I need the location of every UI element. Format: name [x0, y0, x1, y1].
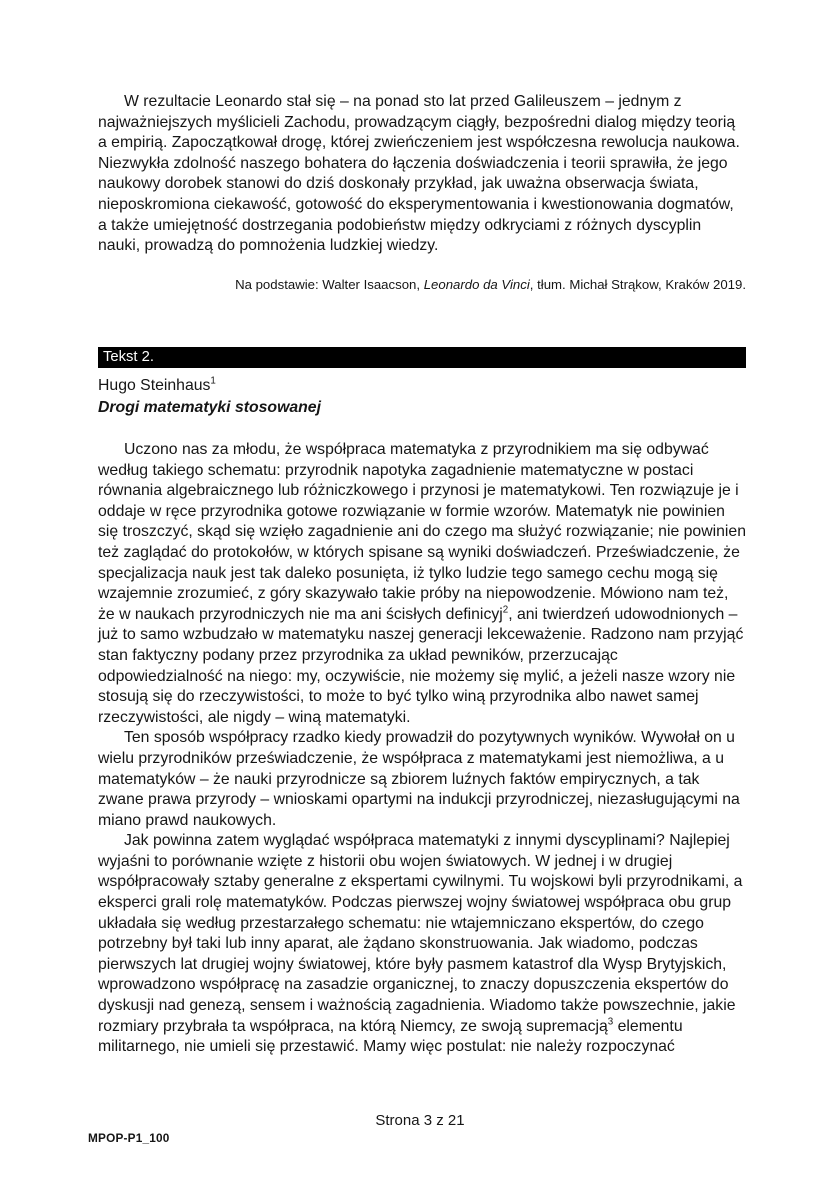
- text2-body: [98, 440, 746, 1058]
- footnote-marker: 3: [607, 1016, 614, 1028]
- intro-paragraph-block: [98, 92, 746, 257]
- section-header-label: Tekst 2.: [103, 349, 154, 365]
- source-prefix: Na podstawie: Walter Isaacson,: [235, 277, 424, 292]
- source-suffix: , tłum. Michał Strąkow, Kraków 2019.: [529, 277, 746, 292]
- section-header-bar: [98, 347, 746, 368]
- work-title: Drogi matematyki stosowanej: [98, 399, 321, 416]
- source-attribution: [98, 277, 746, 293]
- paragraph-segment: elementu militarnego, nie umieli się przestawić. Mamy więc postulat: nie należy rozpoczynać: [98, 1017, 683, 1056]
- paragraph-segment: Ten sposób współpracy rzadko kiedy prowadził do pozytywnych wyników. Wywołał on u wielu przyrodników przeświadczenie, że współpraca z matematykami jest niemożliwa, a u matematyków – że nauki przyrodnicze są zbiorem luźnych faktów empirycznych, a tak zwane prawa przyrody – wnioskami opartymi na indukcji przyrodniczej, niezasługującymi na miano prawd naukowych.: [98, 729, 740, 829]
- body-paragraph: [98, 440, 746, 728]
- body-paragraph: [98, 831, 746, 1058]
- author-footnote-marker: 1: [210, 375, 216, 387]
- footnote-marker: 2: [502, 604, 509, 616]
- body-paragraph: [98, 728, 746, 831]
- form-code: MPOP-P1_100: [88, 1131, 170, 1145]
- author-name: Hugo Steinhaus: [98, 377, 211, 394]
- source-work-title: Leonardo da Vinci: [423, 277, 530, 292]
- intro-paragraph: W rezultacie Leonardo stał się – na ponad sto lat przed Galileuszem – jednym z najważniejszych myślicieli Zachodu, prowadzącym ciągły, bezpośredni dialog między teorią a empirią. Zapoczątkował drogę, której zwieńczeniem jest współczesna rewolucja naukowa. Niezwykła zdolność naszego bohatera do łączenia doświadczenia i teorii sprawiła, że jego naukowy dorobek stanowi do dziś doskonały przykład, jak uważna obserwacja świata, nieposkromiona ciekawość, gotowość do eksperymentowania i kwestionowania dogmatów, a także umiejętność dostrzegania podobieństw między odkryciami z różnych dyscyplin nauki, prowadzą do pomnożenia ludzkiej wiedzy.: [98, 93, 740, 255]
- paragraph-segment: Uczono nas za młodu, że współpraca matematyka z przyrodnikiem ma się odbywać według takiego schematu: przyrodnik napotyka zagadnienie matematyczne w postaci równania algebraicznego lub różniczkowego i przynosi je matematykowi. Ten rozwiązuje je i oddaje w ręce przyrodnika gotowe rozwiązanie w formie wzorów. Matematyk nie powinien się troszczyć, skąd się wzięło zagadnienie ani do czego ma służyć rozwiązanie; nie powinien też zaglądać do protokołów, w których spisane są wyniki doświadczeń. Przeświadczenie, że specjalizacja nauk jest tak daleko posunięta, iż tylko ludzie tego samego cechu mogą się wzajemnie zrozumieć, z góry skazywało takie próby na niepowodzenie. Mówiono nam też, że w naukach przyrodniczych nie ma ani ścisłych definicyj: [98, 441, 746, 623]
- author-line: [98, 376, 746, 397]
- paragraph-segment: Jak powinna zatem wyglądać współpraca matematyki z innymi dyscyplinami? Najlepiej wyjaśni to porównanie wzięte z historii obu wojen światowych. W jednej i w drugiej współpracowały sztaby generalne z ekspertami cywilnymi. Tu wojskowi byli przyrodnikami, a eksperci grali rolę matematyków. Podczas pierwszej wojny światowej współpraca obu grup układała się według przestarzałego schematu: nie wtajemniczano ekspertów, do czego potrzebny był taki lub inny aparat, ale żądano skonstruowania. Jak wiadomo, podczas pierwszych lat drugiej wojny światowej, które były pasmem katastrof dla Wysp Brytyjskich, wprowadzono współpracę na zasadzie organicznej, to znaczy dopuszczenia ekspertów do dyskusji nad genezą, sensem i ważnością zagadnienia. Wiadomo także powszechnie, jakie rozmiary przybrała ta współpraca, na którą Niemcy, ze swoją supremacją: [98, 832, 743, 1035]
- page-number: Strona 3 z 21: [375, 1112, 465, 1129]
- paragraph-segment: , ani twierdzeń udowodnionych – już to samo wzbudzało w matematyku naszej generacji lekceważenie. Radzono nam przyjąć stan faktyczny podany przez przyrodnika za układ pewników, przerzucając odpowiedzialność na niego: my, oczywiście, nie możemy się mylić, a jeżeli nasze wzory nie stosują się do rzeczywistości, to może to być tylko winą przyrodnika albo nawet samej rzeczywistości, ale nigdy – winą matematyki.: [98, 605, 744, 726]
